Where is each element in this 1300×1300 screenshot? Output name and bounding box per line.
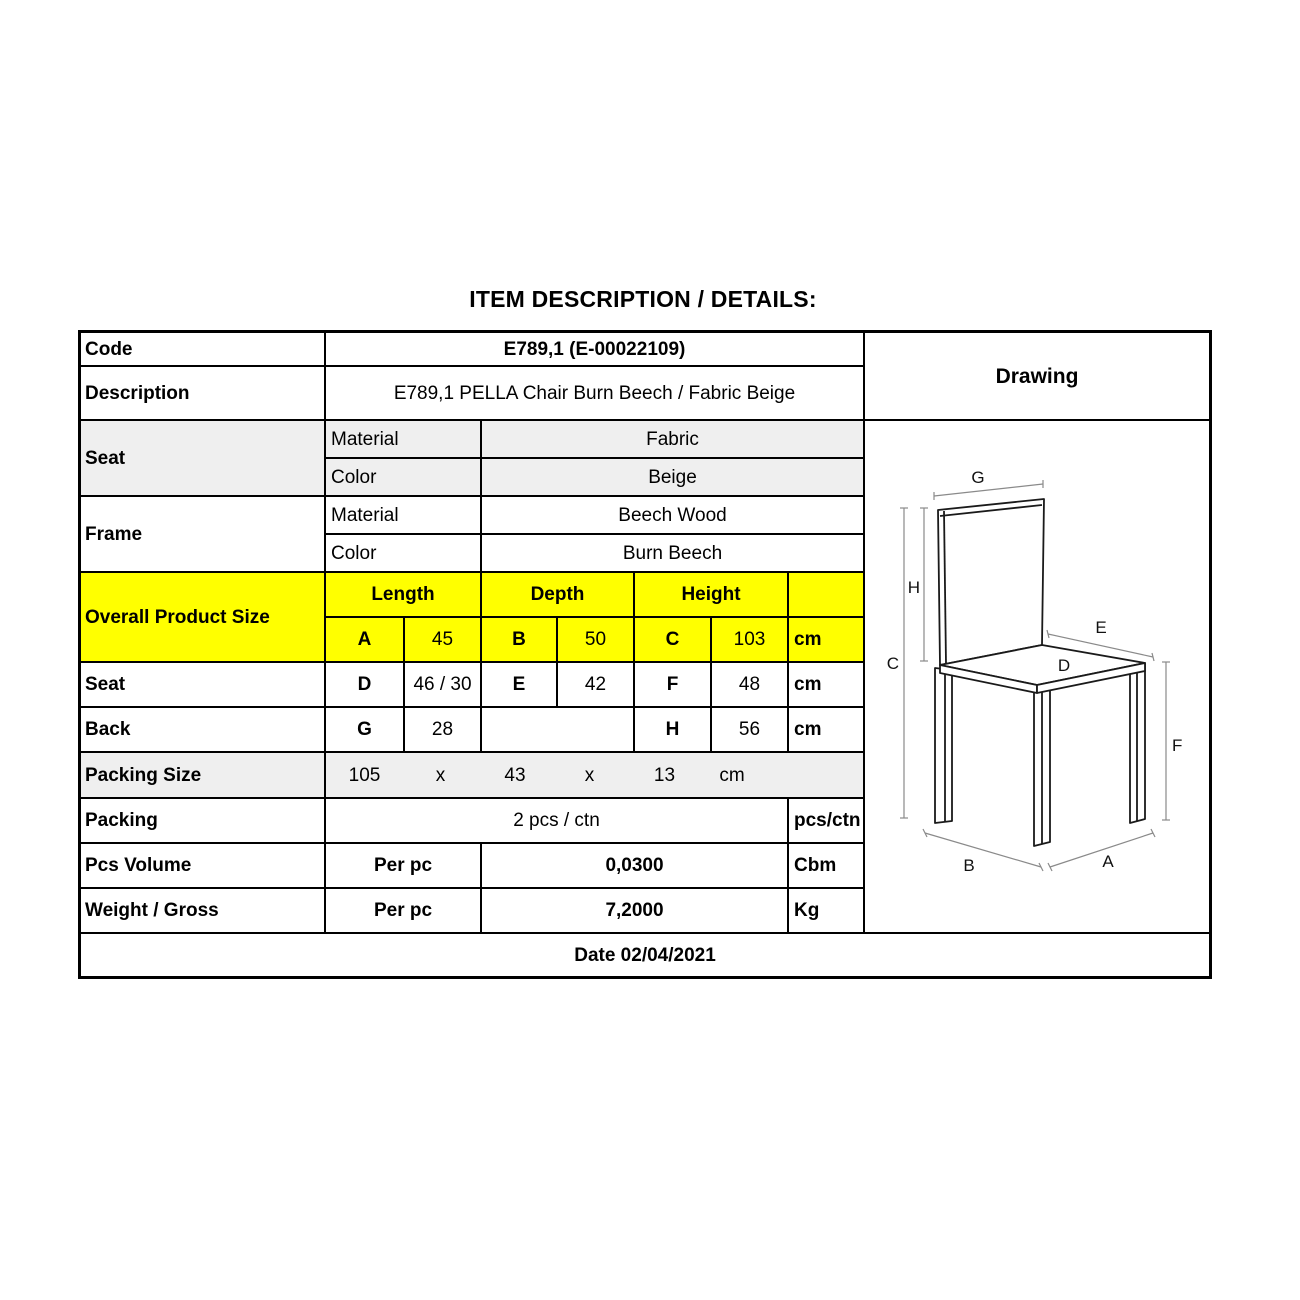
weight-gross-per: Per pc [326,889,480,932]
packing-size-v1: 105 [348,764,381,786]
drawing-label-d: D [1057,656,1071,675]
weight-gross-value: 7,2000 [482,889,787,932]
drawing-label-a: A [1102,852,1114,871]
packing-value: 2 pcs / ctn [326,799,787,842]
frame-color-label: Color [326,535,480,571]
seat-material-value: Fabric [482,421,863,457]
date-row: Date 02/04/2021 [81,934,1209,976]
height-header: Height [635,573,787,616]
drawing-label-g: G [971,468,985,487]
packing-size-v3: 13 [653,764,676,786]
packing-size-x1: x [435,764,446,786]
frame-material-label: Material [326,497,480,533]
seat-color-label: Color [326,459,480,495]
drawing-label-h: H [907,578,920,597]
dim-e-key: E [482,663,556,706]
seat-dims-unit: cm [789,663,863,706]
length-header: Length [326,573,480,616]
pcs-volume-value: 0,0300 [482,844,787,887]
description-label: Description [81,367,324,419]
packing-size-label: Packing Size [81,753,324,797]
overall-unit: cm [789,618,863,661]
document-title: ITEM DESCRIPTION / DETAILS: [469,286,817,312]
drawing-label-f: F [1172,736,1183,755]
pcs-volume-label: Pcs Volume [81,844,324,887]
dim-e-value: 42 [558,663,633,706]
frame-material-value: Beech Wood [482,497,863,533]
code-label: Code [81,333,324,365]
back-dims-label: Back [81,708,324,751]
packing-size-v2: 43 [504,764,526,786]
seat-section-label: Seat [81,421,324,495]
overall-size-label: Overall Product Size [81,573,324,661]
pcs-volume-per: Per pc [326,844,480,887]
packing-unit: pcs/ctn [789,799,863,842]
dim-a-key: A [326,618,403,661]
frame-color-value: Burn Beech [482,535,863,571]
dim-h-key: H [635,708,710,751]
code-value: E789,1 (E-00022109) [326,333,863,365]
weight-gross-unit: Kg [789,889,863,932]
frame-section-label: Frame [81,497,324,571]
pcs-volume-unit: Cbm [789,844,863,887]
dim-c-key: C [635,618,710,661]
dim-b-value: 50 [558,618,633,661]
packing-label: Packing [81,799,324,842]
dim-f-value: 48 [712,663,787,706]
drawing-label-b: B [963,856,975,875]
description-value: E789,1 PELLA Chair Burn Beech / Fabric Beige [326,367,863,419]
dim-c-value: 103 [712,618,787,661]
dim-h-value: 56 [712,708,787,751]
chair-drawing [865,421,1209,932]
weight-gross-label: Weight / Gross [81,889,324,932]
back-dims-empty [482,708,633,751]
depth-header: Depth [482,573,633,616]
seat-material-label: Material [326,421,480,457]
dim-g-key: G [326,708,403,751]
drawing-label-c: C [886,654,899,673]
drawing-cell [865,421,1209,932]
dim-d-value: 46 / 30 [405,663,480,706]
packing-size-x2: x [584,764,595,786]
dim-b-key: B [482,618,556,661]
packing-size-values [326,753,863,797]
dim-g-value: 28 [405,708,480,751]
seat-dims-label: Seat [81,663,324,706]
dim-a-value: 45 [405,618,480,661]
spec-table [78,330,1212,979]
drawing-header: Drawing [865,333,1209,419]
dim-d-key: D [326,663,403,706]
packing-size-unit: cm [719,764,745,786]
seat-color-value: Beige [482,459,863,495]
overall-unit-header-empty [789,573,863,616]
back-dims-unit: cm [789,708,863,751]
drawing-label-e: E [1095,618,1107,637]
dim-f-key: F [635,663,710,706]
